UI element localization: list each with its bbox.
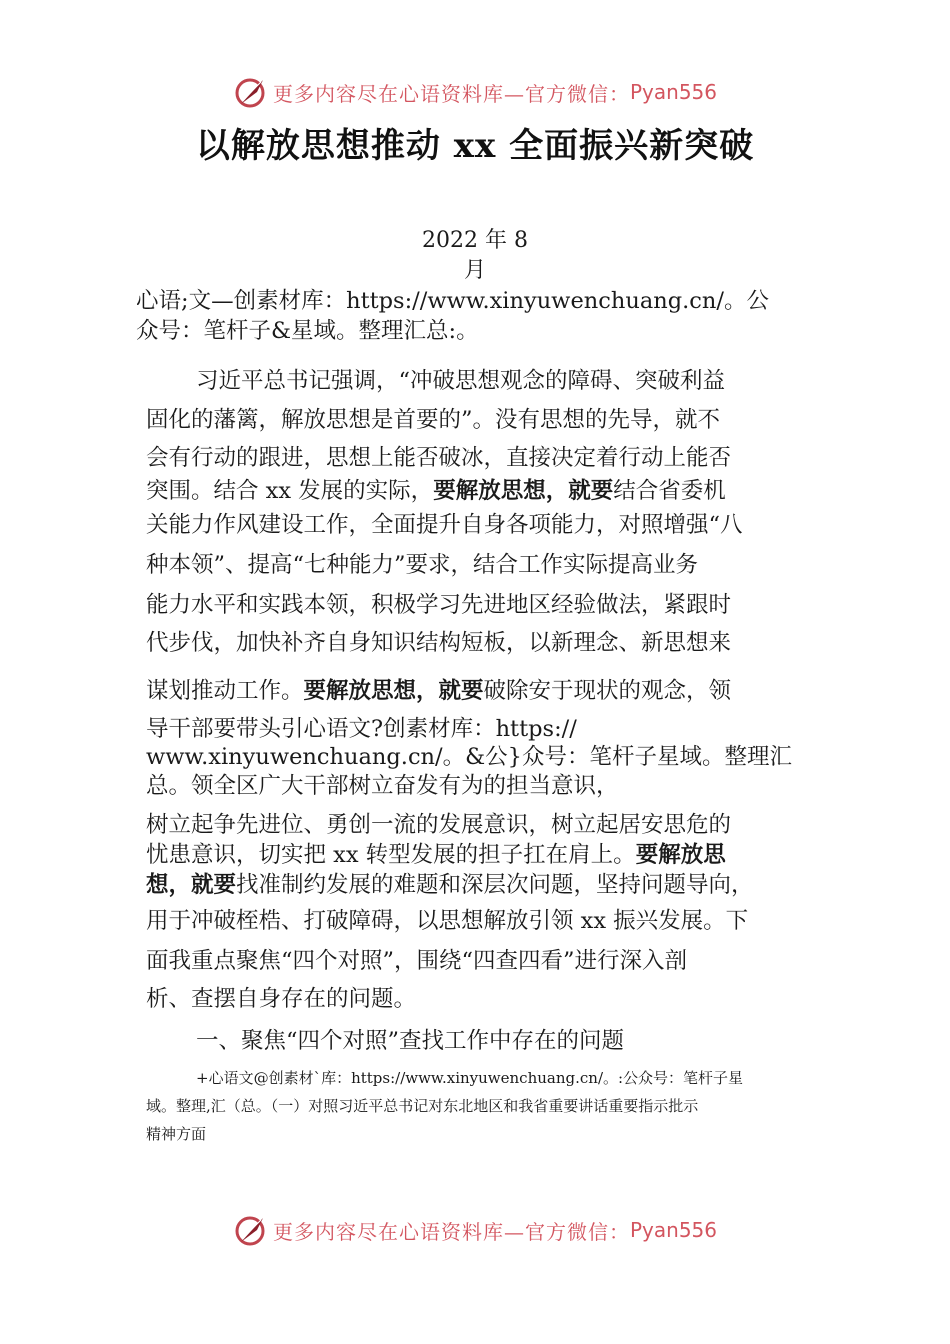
date-line-2: 月 — [463, 258, 486, 283]
quill-logo-icon — [233, 74, 269, 110]
paragraph-line: 会有行动的跟进，思想上能否破冰，直接决定着行动上能否 — [146, 445, 732, 471]
paragraph-line: 种本领”、提高“七种能力”要求，结合工作实际提高业务 — [146, 552, 699, 578]
paragraph-line: 能力水平和实践本领，积极学习先进地区经验做法，紧跟时 — [146, 592, 732, 618]
section-heading: 一、聚焦“四个对照”查找工作中存在的问题 — [196, 1028, 625, 1054]
text-span: 谋划推动工作。 — [146, 678, 304, 704]
bold-emphasis: 要解放思 — [635, 842, 726, 868]
paragraph-line: 导干部要带头引心语文?创素材库：https:// — [146, 716, 577, 742]
banner-text: 更多内容尽在心语资料库—官方微信： — [272, 81, 630, 106]
paragraph-line: 面我重点聚焦“四个对照”，围绕“四查四看”进行深入剖 — [146, 948, 688, 974]
bold-emphasis: 要解放思想，就要 — [303, 678, 484, 704]
document-date — [0, 226, 950, 286]
paragraph-line — [146, 840, 726, 870]
banner-text: 更多内容尽在心语资料库—官方微信： — [272, 1219, 630, 1244]
banner-wechat-id: Pyan556 — [629, 1218, 717, 1242]
paragraph-line — [146, 476, 726, 506]
footer-banner — [0, 1208, 950, 1252]
paragraph-line: www.xinyuwenchuang.cn/。&公}众号：笔杆子星域。整理汇 — [146, 744, 792, 770]
paragraph-line — [146, 676, 731, 706]
bold-emphasis: 要解放思想，就要 — [433, 478, 614, 504]
paragraph-line: 析、查摆自身存在的问题。 — [146, 986, 417, 1012]
paragraph-line: 代步伐，加快补齐自身知识结构短板，以新理念、新思想来 — [146, 630, 732, 656]
text-span: 破除安于现状的观念，领 — [483, 678, 732, 704]
quill-logo-icon — [233, 1212, 269, 1248]
paragraph-line: 固化的藩篱，解放思想是首要的”。没有思想的先导，就不 — [146, 407, 721, 433]
paragraph-line — [146, 870, 754, 900]
paragraph-line: 关能力作风建设工作，全面提升自身各项能力，对照增强“八 — [146, 512, 743, 538]
date-line-1: 2022 年 8 — [422, 228, 528, 253]
footnote-line: 精神方面 — [146, 1125, 207, 1143]
text-span: 忧患意识，切实把 xx 转型发展的担子扛在肩上。 — [146, 842, 636, 868]
bold-emphasis: 想，就要 — [146, 872, 237, 898]
paragraph-line: 总。领全区广大干部树立奋发有为的担当意识， — [146, 773, 619, 799]
text-span: 找准制约发展的难题和深层次问题，坚持问题导向， — [236, 872, 754, 898]
source-line-1: 心语;文—创素材库：https://www.xinyuwenchuang.cn/。公 — [136, 288, 769, 314]
footnote-line: +心语文@创素材`库：https://www.xinyuwenchuang.cn/。:公众号：笔杆子星 — [196, 1069, 744, 1087]
header-banner — [0, 70, 950, 114]
source-line-2: 众号：笔杆子&星域。整理汇总:。 — [136, 318, 479, 344]
banner-wechat-id: Pyan556 — [629, 80, 717, 104]
paragraph-line: 树立起争先进位、勇创一流的发展意识，树立起居安思危的 — [146, 812, 732, 838]
paragraph-line: 用于冲破桎梏、打破障碍，以思想解放引领 xx 振兴发展。下 — [146, 908, 749, 934]
text-span: 突围。结合 xx 发展的实际， — [146, 478, 434, 504]
document-title: 以解放思想推动 xx 全面振兴新突破 — [195, 126, 755, 166]
text-span: 结合省委机 — [613, 478, 726, 504]
paragraph-line: 习近平总书记强调，“冲破思想观念的障碍、突破利益 — [196, 368, 726, 394]
footnote-line: 域。整理,汇（总。（一）对照习近平总书记对东北地区和我省重要讲话重要指示批示 — [146, 1097, 699, 1115]
